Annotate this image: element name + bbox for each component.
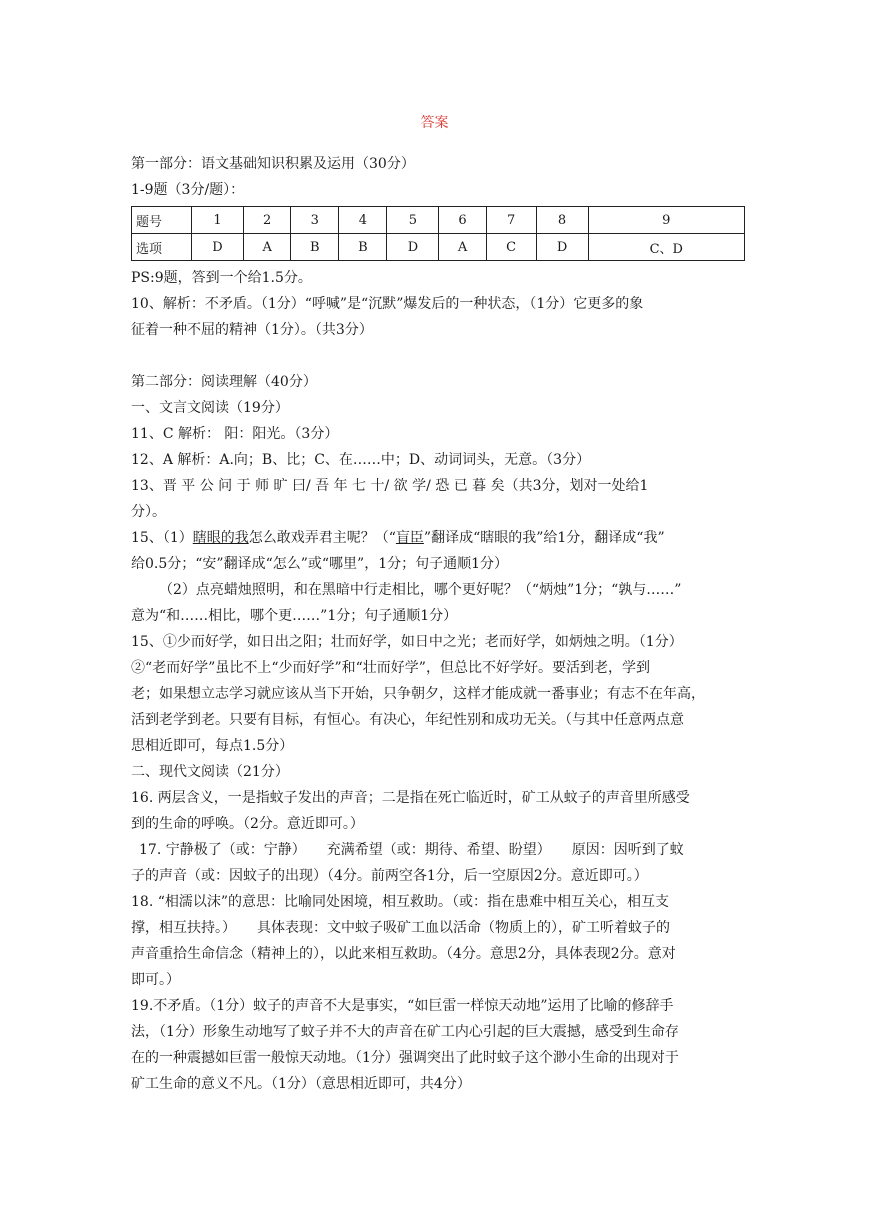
q15c-line: 思相近即可，每点1.5分） <box>131 738 294 754</box>
part2-heading: 第二部分：阅读理解（40分） <box>131 374 317 390</box>
answer-table <box>131 206 745 261</box>
q16-line: 到的生命的呼唤。（2分。意近即可。） <box>131 816 364 832</box>
table-cell: D <box>192 234 244 261</box>
q15c-line: 15、①少而好学，如日出之阳；壮而好学，如日中之光；老而好学，如炳烛之明。（1分） <box>131 634 683 650</box>
q18-line: 撑，相互扶持。） 具体表现：文中蚊子吸矿工血以活命（物质上的），矿工听着蚊子的 <box>131 920 670 936</box>
part1-heading: 第一部分：语文基础知识积累及运用（30分） <box>131 156 415 172</box>
q10-line: 10、解析：不矛盾。（1分）“呼喊”是“沉默”爆发后的一种状态，（1分）它更多的象 <box>131 296 644 312</box>
text-span: 15、（1） <box>131 530 193 546</box>
q15c-line: 老；如果想立志学习就应该从当下开始，只争朝夕，这样才能成就一番事业；有志不在年高， <box>131 686 705 702</box>
page-title: 答案 <box>420 115 449 131</box>
table-cell: A <box>439 234 486 261</box>
table-cell: 6 <box>439 207 486 234</box>
table-cell: 7 <box>486 207 536 234</box>
table-cell: B <box>339 234 387 261</box>
table-cell: 3 <box>291 207 339 234</box>
q15c-line: ②“老而好学”虽比不上“少而好学”和“壮而好学”，但总比不好学好。要活到老，学到 <box>131 660 650 676</box>
q10-line: 征着一种不屈的精神（1分）。（共3分） <box>131 322 373 338</box>
table-cell: 4 <box>339 207 387 234</box>
q13-line: 13、晋 平 公 问 于 师 旷 曰/ 吾 年 七 十/ 欲 学/ 恐 已 暮 矣（共3分，划对一处给1 <box>131 478 649 494</box>
answer-content <box>131 151 746 1097</box>
q19-line: 在的一种震撼如巨雷一般惊天动地。（1分）强调突出了此时蚊子这个渺小生命的出现对于 <box>131 1050 679 1066</box>
underlined-text: 瞎眼的我 <box>192 530 249 546</box>
q16-line: 16. 两层含义，一是指蚊子发出的声音；二是指在死亡临近时，矿工从蚊子的声音里所感受 <box>131 790 690 806</box>
q15a-line <box>131 525 746 551</box>
table-cell: 9 <box>588 207 744 234</box>
section-gap <box>131 343 746 369</box>
table-cell: 2 <box>244 207 291 234</box>
table-label-number: 题号 <box>132 207 192 234</box>
q18-line: 18. “相濡以沫”的意思：比喻同处困境，相互救助。（或：指在患难中相互关心，相互支 <box>131 894 670 910</box>
q15b-line: 意为“和……相比，哪个更……”1分；句子通顺1分） <box>131 608 458 624</box>
text-span: 怎么敢戏弄君主呢？（“ <box>248 530 396 546</box>
text-span: ”翻译成“瞎眼的我”给1分，翻译成“我” <box>423 530 665 546</box>
q15b-line: （2）点亮蜡烛照明，和在黑暗中行走相比，哪个更好呢？（“炳烛”1分；“孰与……” <box>159 582 682 598</box>
table-cell: C、D <box>588 234 744 261</box>
q13-line: 分）。 <box>131 504 166 520</box>
q12-line: 12、A 解析：A.向；B、比；C、在……中；D、动词词头，无意。（3分） <box>131 452 591 468</box>
table-row-answers <box>132 234 745 261</box>
ps-note: PS:9题，答到一个给1.5分。 <box>131 270 312 286</box>
table-cell: 5 <box>387 207 439 234</box>
q19-line: 法，（1分）形象生动地写了蚊子并不大的声音在矿工内心引起的巨大震撼，感受到生命存 <box>131 1024 679 1040</box>
table-cell: C <box>486 234 536 261</box>
underlined-text: 盲臣 <box>395 530 424 546</box>
table-cell: D <box>387 234 439 261</box>
table-cell: B <box>291 234 339 261</box>
q17-line: 子的声音（或：因蚊子的出现）（4分。前两空各1分，后一空原因2分。意近即可。） <box>131 868 648 884</box>
q18-line: 即可。） <box>131 972 180 988</box>
table-cell: A <box>244 234 291 261</box>
table-label-option: 选项 <box>132 234 192 261</box>
q19-line: 矿工生命的意义不凡。（1分）（意思相近即可，共4分） <box>131 1076 471 1092</box>
part1-subheading: 1-9题（3分/题）： <box>131 182 245 198</box>
q15a-line: 给0.5分；“安”翻译成“怎么”或“哪里”，1分；句子通顺1分） <box>131 556 509 572</box>
table-row-numbers <box>132 207 745 234</box>
q15c-line: 活到老学到老。只要有目标，有恒心。有决心，年纪性别和成功无关。（与其中任意两点意 <box>131 712 684 728</box>
q18-line: 声音重拾生命信念（精神上的），以此来相互救助。（4分。意思2分，具体表现2分。意对 <box>131 946 676 962</box>
q11-line: 11、C 解析： 阳：阳光。（3分） <box>131 426 339 442</box>
table-cell: 8 <box>536 207 588 234</box>
table-cell: D <box>536 234 588 261</box>
section-heading: 二、现代文阅读（21分） <box>131 764 289 780</box>
q19-line: 19.不矛盾。（1分）蚊子的声音不大是事实，“如巨雷一样惊天动地”运用了比喻的修辞手 <box>131 998 674 1014</box>
section-heading: 一、文言文阅读（19分） <box>131 400 289 416</box>
table-cell: 1 <box>192 207 244 234</box>
q17-line: 17. 宁静极了（或：宁静） 充满希望（或：期待、希望、盼望） 原因：因听到了蚊 <box>139 842 684 858</box>
